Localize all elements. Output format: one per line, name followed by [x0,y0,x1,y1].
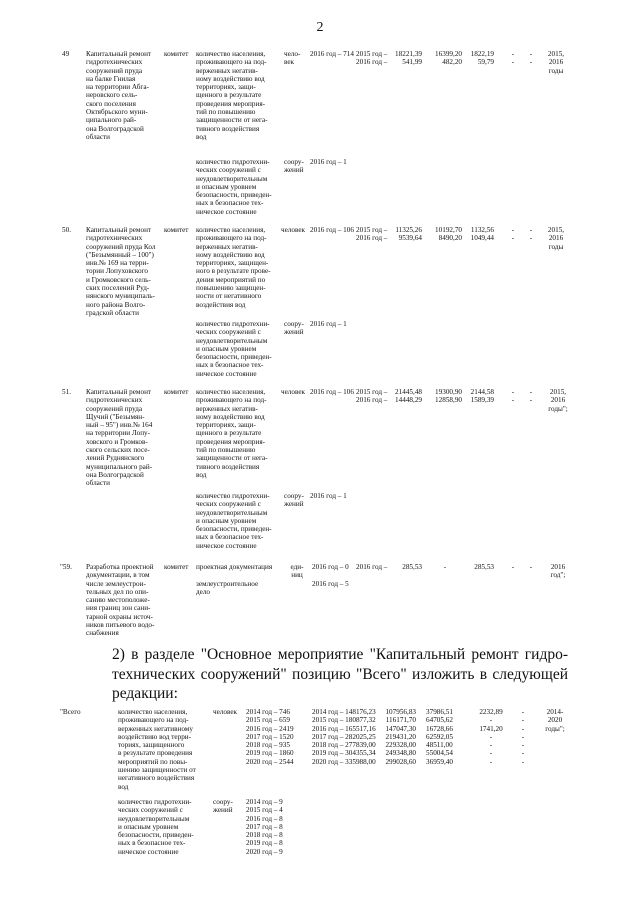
unit: соору- жений [213,798,233,815]
yearly-targets: 2014 год – 746 2015 год – 659 2016 год – 2419 2017 год – 1520 2018 год – 935 2019 год – 1860 2020 год – 2544 [246,708,294,766]
target-value: 2016 год – 1 [310,158,347,166]
unit: еди- ниц [290,563,304,580]
executor: комитет [164,563,189,571]
unit: человек [281,388,306,396]
unit: соору- жений [284,158,304,175]
local-amount: 2232,89 - 1741,20 - - - - [479,708,503,766]
total-amount: 285,53 [402,563,422,571]
indicator-population: количество населения, проживающего на под- верженных негатив- ному воздействию вод территориях, защищен- ного в результате прове- дения мероприятий по повышению защищен- ности от негативного воздействия вод [196,226,271,309]
unit: соору- жений [284,320,304,337]
total-label: "Всего [60,708,81,716]
target-value: 2016 год – 0 2016 год – 5 [312,563,349,588]
period: 2014- 2020 годы"; [545,708,565,733]
measure-title: Капитальный ремонт гидротехнических сооружений пруда Кол ("Безымянный – 100") инв.№ 169 на терри- тории Лопуховского и Громковского сель- ских поселений Руд- нянского муниципаль- ного района Волго- градской области [86,226,156,317]
indicator-population: количество населения, проживающего на под- верженных негатив- ному воздействию вод территориях, защи- щенного в результате проведения мероприя- тий по повышению защищенности от нега- тивного воздействия вод [196,388,268,479]
total-amount: 18221,39 541,99 [395,50,422,67]
other-amount: - - [529,388,533,405]
total-amount: 21445,48 14448,29 [395,388,422,405]
years: 2015 год – 2016 год – [356,226,388,243]
row-number: "59. [60,563,72,571]
other-amount: - - - - - - - [521,708,525,766]
period: 2015, 2016 годы [547,50,565,75]
local-amount: - - [511,388,515,405]
local-amount: - [511,563,515,571]
measure-title: Капитальный ремонт гидротехнических сооружений пруда на балке Гнилая на территории Абга- неровского сель- ского поселения Октябрьского муни- ципального рай- она Волгоградской области [86,50,152,141]
measure-title: Капитальный ремонт гидротехнических сооружений пруда Щучий ("Безымян- ный – 95") инв.№ 164 на территории Лопу- ховского и Громков- ского сельских посе- лений Руднянского муниципального рай- она Волгоградской области [86,388,153,488]
total-amount: 11325,26 9539,64 [395,226,422,243]
row-number: 50. [62,226,71,234]
page-number: 2 [316,20,324,35]
years: 2015 год – 2016 год – [356,50,388,67]
years: 2015 год – 2016 год – [356,388,388,405]
executor: комитет [164,50,189,58]
executor: комитет [164,226,189,234]
other-amount: - - [529,50,533,67]
target-value: 2016 год – 1 [310,492,347,500]
target-value: 2016 год – 1 [310,320,347,328]
regional-amount: 2144,58 1589,39 [470,388,494,405]
unit: чело- век [284,50,301,67]
executor: комитет [164,388,189,396]
target-value: 2016 год – 714 [310,50,354,58]
row-number: 51. [62,388,71,396]
federal-amount: 19300,90 12858,90 [435,388,462,405]
yearly-totals: 2014 год – 148176,23 2015 год – 180877,32 2016 год – 165517,16 2017 год – 282025,25 2018 год – 277839,00 2019 год – 304355,34 2020 год – 335988,00 [312,708,376,766]
indicator-population: количество населения, проживающего на под- верженных негативному воздействию вод терри- ториях, защищенного в результате проведения мероприятий по повы- шению защищенности от негативного воздействия вод [118,708,196,791]
period: 2016 год"; [550,563,566,580]
regional-amount: 285,53 [474,563,494,571]
period: 2015, 2016 годы"; [548,388,568,413]
indicator-structures: количество гидротехни- ческих сооружений с неудовлетворительным и опасным уровнем безопасности, приведен- ных в безопасное тех- ническое состояние [118,798,194,856]
period: 2015, 2016 годы [547,226,565,251]
other-amount: - - [529,226,533,243]
regional-amount: 1132,56 1049,44 [470,226,494,243]
target-value: 2016 год – 106 [310,388,354,396]
local-amount: - - [511,226,515,243]
unit: человек [281,226,306,234]
unit: соору- жений [284,492,304,509]
other-amount: - [529,563,533,571]
indicator-docs: проектная документация землеустроительное дело [196,563,273,596]
indicator-structures: количество гидротехни- ческих сооружений с неудовлетворительным и опасным уровнем безопасности, приведен- ных в безопасное тех- ническое состояние [196,320,272,378]
federal-amount: 107956,83 116171,70 147047,30 219431,20 229328,00 249348,80 299028,60 [385,708,416,766]
unit: человек [213,708,238,716]
regional-amount: 1822,19 59,79 [470,50,494,67]
regional-amount: 37986,51 64705,62 16728,66 62592,05 48511,00 55004,54 36959,40 [426,708,453,766]
yearly-targets: 2014 год – 9 2015 год – 4 2016 год – 8 2017 год – 8 2018 год – 8 2019 год – 8 2020 год – 9 [246,798,283,856]
federal-amount: - [443,563,447,571]
amendment-paragraph: 2) в разделе "Основное мероприятие "Капитальный ремонт гидро-технических сооружений" позицию "Всего" изложить в следующей редакции: [112,646,568,702]
indicator-population: количество населения, проживающего на под- верженных негатив- ному воздействию вод территориях, защи- щенного в результате проведения мероприя- тий по повышению защищенности от нега- тивного воздействия вод [196,50,268,141]
row-number: 49 [62,50,70,58]
local-amount: - - [511,50,515,67]
federal-amount: 16399,20 482,20 [435,50,462,67]
federal-amount: 10192,70 8490,20 [435,226,462,243]
indicator-structures: количество гидротехни- ческих сооружений с неудовлетворительным и опасным уровнем безопасности, приведен- ных в безопасное тех- ническое состояние [196,158,272,216]
target-value: 2016 год – 106 [310,226,354,234]
measure-title: Разработка проектной документации, в том числе землеустрои- тельных дел по опи- санию местоположе- ния границ зон сани- тарной охраны источ- ников питьевого водо- снабжения [86,563,155,638]
years: 2016 год – [356,563,388,571]
indicator-structures: количество гидротехни- ческих сооружений с неудовлетворительным и опасным уровнем безопасности, приведен- ных в безопасное тех- ническое состояние [196,492,272,550]
